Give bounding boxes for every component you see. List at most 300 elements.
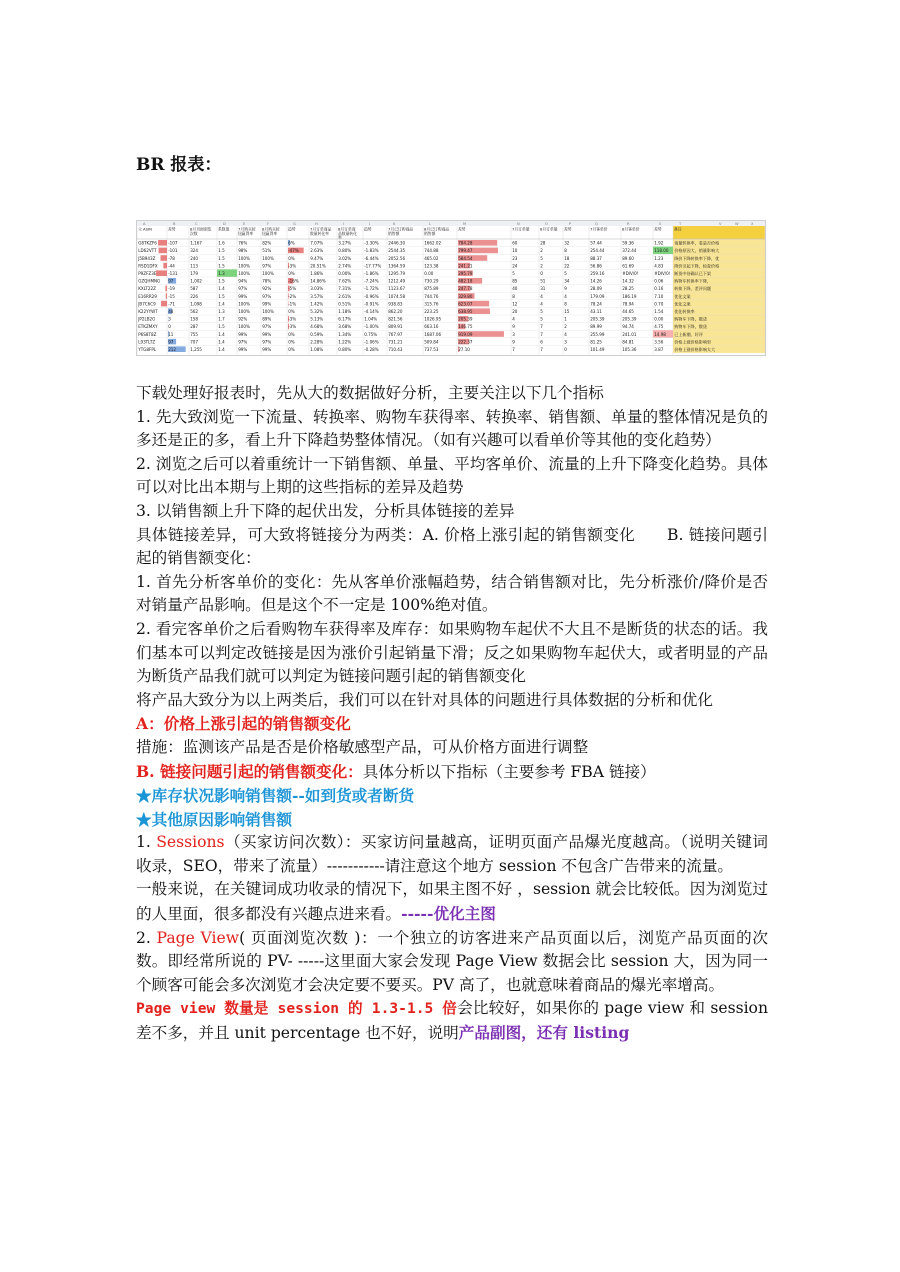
data-cell: 10 bbox=[512, 248, 518, 254]
header-cell: 钮赢得率 bbox=[238, 230, 254, 236]
data-cell: 23 bbox=[512, 255, 518, 261]
data-cell: 1.6 bbox=[218, 240, 225, 246]
data-cell: 转换下降，差评问题 bbox=[674, 286, 712, 292]
data-cell: 14.32 bbox=[622, 278, 634, 284]
data-cell: 8 bbox=[512, 293, 515, 299]
data-cell: 97% bbox=[262, 263, 272, 269]
header-cell: 销售额 bbox=[424, 230, 436, 236]
article-body bbox=[136, 382, 768, 1046]
data-cell: 价格上涨价格影响型 bbox=[674, 339, 712, 345]
data-cell: 1.5 bbox=[218, 263, 225, 269]
column-letter: L bbox=[429, 222, 432, 227]
column-letter: C bbox=[195, 222, 198, 227]
header-cell: 差势 bbox=[654, 226, 662, 232]
data-cell: -3% bbox=[288, 324, 297, 330]
data-cell: 755 bbox=[190, 331, 199, 337]
delta-databar bbox=[156, 270, 167, 276]
header-cell: 7月客单价 bbox=[590, 226, 608, 232]
data-cell: 113 bbox=[190, 263, 199, 269]
data-cell: -2% bbox=[288, 293, 297, 299]
data-cell: 11 bbox=[168, 331, 174, 337]
data-cell: -78 bbox=[168, 255, 175, 261]
data-cell: 14.26 bbox=[590, 278, 602, 284]
data-cell: 0.59% bbox=[310, 331, 324, 337]
analysis-1: 1. 首先分析客单价的变化：先从客单价涨幅趋势，结合销售额对比，先分析涨价/降价是否对销量产品影响。但是这个不一定是 100%绝对值。 bbox=[136, 572, 768, 615]
data-cell: 优化文案 bbox=[674, 301, 691, 307]
header-cell: 8月购买按 bbox=[262, 226, 280, 232]
column-letter: Q bbox=[595, 222, 598, 227]
data-cell: 4 bbox=[564, 293, 567, 299]
data-cell: 0.80% bbox=[338, 347, 352, 352]
data-cell: 78.94 bbox=[622, 301, 634, 307]
data-cell: -0.96% bbox=[364, 293, 379, 299]
data-cell: 1026.95 bbox=[424, 316, 442, 322]
data-cell: 优化转换率 bbox=[674, 309, 695, 314]
header-cell: 父 ASIN bbox=[138, 226, 152, 232]
data-cell: 94% bbox=[238, 278, 248, 284]
data-cell: 断货中待确认已下架 bbox=[674, 271, 712, 276]
data-cell: 2446.30 bbox=[388, 240, 406, 246]
data-cell: 7 bbox=[540, 324, 543, 330]
data-cell: 4 bbox=[512, 316, 515, 322]
data-cell: -6.44% bbox=[364, 255, 379, 261]
data-cell: 7 bbox=[540, 331, 543, 337]
spreadsheet-screenshot bbox=[136, 220, 766, 356]
delta-databar bbox=[163, 263, 167, 269]
data-cell: 97 bbox=[168, 278, 174, 284]
data-cell: -15 bbox=[168, 293, 175, 299]
header-cell: 8月已订购商品 bbox=[424, 226, 450, 232]
header-cell: 7月已订购商品 bbox=[388, 226, 414, 232]
data-cell: 6 bbox=[540, 339, 543, 345]
data-cell: 99% bbox=[262, 347, 272, 352]
data-cell: E16RR29 bbox=[138, 293, 157, 299]
data-cell: 1.3 bbox=[218, 309, 225, 314]
data-cell: 1364.59 bbox=[388, 263, 406, 269]
delta-databar bbox=[159, 248, 167, 254]
data-cell: 0 bbox=[564, 347, 567, 352]
data-cell: 0% bbox=[288, 255, 295, 261]
data-cell: 1.5 bbox=[218, 278, 225, 284]
data-cell: 241.21 bbox=[458, 263, 473, 269]
data-cell: 100% bbox=[238, 309, 250, 314]
data-cell: 2.63% bbox=[310, 248, 324, 254]
data-cell: 6.17% bbox=[338, 316, 352, 322]
data-cell: 179.09 bbox=[590, 293, 605, 299]
sessions-term: Sessions bbox=[156, 833, 225, 852]
data-cell: -17.77% bbox=[364, 263, 382, 269]
data-cell: 97% bbox=[262, 293, 272, 299]
header-cell: 率 bbox=[338, 235, 342, 240]
column-letter: G bbox=[293, 222, 296, 227]
pageview-tail: 产品副图，还有 listing bbox=[458, 1023, 630, 1043]
data-cell: 60 bbox=[512, 240, 518, 246]
header-cell: 备注 bbox=[674, 226, 682, 232]
data-cell: 0% bbox=[288, 309, 295, 314]
data-cell: 241.01 bbox=[622, 331, 637, 337]
data-cell: 4 bbox=[540, 293, 543, 299]
data-cell: 5 bbox=[564, 271, 567, 276]
data-cell: 5 bbox=[540, 316, 543, 322]
data-cell: 5.13% bbox=[310, 316, 324, 322]
column-letter: O bbox=[545, 222, 548, 227]
data-cell: 710.43 bbox=[388, 347, 403, 352]
header-row-background bbox=[137, 226, 765, 239]
data-cell: 100% bbox=[238, 263, 250, 269]
data-cell: -19 bbox=[168, 286, 175, 292]
data-cell: 3.87 bbox=[654, 347, 664, 352]
data-cell: 259.16 bbox=[590, 271, 605, 276]
column-letter: E bbox=[243, 222, 246, 227]
data-cell: 372.44 bbox=[622, 248, 637, 254]
data-cell: 已上新潮，好评 bbox=[674, 331, 703, 337]
data-cell: 315.76 bbox=[424, 301, 439, 307]
data-cell: 1687.06 bbox=[424, 331, 442, 337]
data-cell: 3 bbox=[512, 331, 515, 337]
data-cell: 1.4 bbox=[218, 347, 225, 352]
delta-databar bbox=[161, 301, 167, 307]
data-cell: 1,098 bbox=[190, 301, 202, 307]
data-cell: 1.42% bbox=[310, 301, 324, 307]
data-cell: -1.72% bbox=[364, 286, 379, 292]
column-letter: A bbox=[143, 222, 146, 227]
data-cell: 240 bbox=[190, 255, 199, 261]
data-cell: 3.68% bbox=[338, 324, 352, 330]
delta-databar bbox=[165, 286, 167, 292]
data-cell: -1.86% bbox=[364, 271, 379, 276]
data-cell: 0.51% bbox=[338, 301, 352, 307]
data-cell: 1,002 bbox=[190, 278, 202, 284]
header-cell: 销售额 bbox=[388, 230, 400, 236]
data-cell: 465.02 bbox=[424, 255, 439, 261]
header-cell: 差势 bbox=[564, 226, 572, 232]
intro-line: 下载处理好报表时，先从大的数据做好分析，主要关注以下几个指标 bbox=[136, 384, 604, 402]
data-cell: 4 bbox=[564, 331, 567, 337]
data-cell: -1.83% bbox=[364, 248, 379, 254]
data-cell: 663.16 bbox=[424, 324, 439, 330]
data-cell: 509.84 bbox=[424, 339, 439, 345]
column-letter: S bbox=[659, 222, 662, 227]
data-cell: L93TLTZ bbox=[138, 339, 156, 345]
data-cell: 247.78 bbox=[458, 286, 473, 292]
data-cell: -3% bbox=[288, 316, 297, 322]
data-cell: 1662.02 bbox=[424, 240, 442, 246]
data-cell: 43.11 bbox=[590, 309, 602, 314]
data-cell: 97% bbox=[262, 339, 272, 345]
data-cell: -3.30% bbox=[364, 240, 379, 246]
data-cell: 99% bbox=[238, 347, 248, 352]
column-letter: M bbox=[463, 222, 467, 227]
data-cell: 4.75 bbox=[654, 324, 664, 330]
data-cell: 744.76 bbox=[424, 293, 439, 299]
delta-databar bbox=[166, 293, 167, 299]
pageview-mid: 会比较好，如果你的 page view 和 session 差不多，并且 unit percentage 也不好，说明 bbox=[136, 999, 768, 1043]
data-cell: 0.06 bbox=[654, 278, 664, 284]
data-cell: 0.70 bbox=[654, 301, 664, 307]
data-cell: 0.75% bbox=[364, 331, 378, 337]
data-cell: 2 bbox=[540, 263, 543, 269]
header-cell: 差势 bbox=[168, 226, 176, 232]
data-cell: 105.36 bbox=[622, 347, 637, 352]
data-cell: #DIV/0! bbox=[654, 271, 671, 276]
data-cell: 7.31% bbox=[338, 286, 352, 292]
data-cell: 5 bbox=[512, 271, 515, 276]
data-cell: 56.86 bbox=[590, 263, 602, 269]
data-cell: 1.92 bbox=[654, 240, 664, 246]
data-cell: 6% bbox=[288, 240, 295, 246]
header-cell: 系数值 bbox=[218, 226, 230, 232]
data-cell: 1.5 bbox=[218, 324, 225, 330]
data-cell: 329.80 bbox=[458, 293, 473, 299]
data-cell: 57.44 bbox=[590, 240, 602, 246]
data-cell: 2.28% bbox=[310, 339, 324, 345]
data-cell: 212 bbox=[168, 347, 177, 352]
data-cell: 0% bbox=[288, 339, 295, 345]
data-cell: 1,167 bbox=[190, 240, 202, 246]
header-cell: 钮赢得率 bbox=[262, 230, 278, 236]
data-cell: -101 bbox=[168, 248, 178, 254]
data-cell: 28 bbox=[540, 240, 546, 246]
data-cell: 3.27% bbox=[338, 240, 352, 246]
data-cell: 9 bbox=[512, 339, 515, 345]
data-cell: 638.95 bbox=[458, 309, 473, 314]
data-cell: 205.39 bbox=[458, 316, 473, 322]
data-cell: J5B943Z bbox=[138, 255, 156, 261]
data-cell: 7 bbox=[512, 347, 515, 352]
data-cell: -44 bbox=[168, 263, 175, 269]
sessions-para-2 bbox=[136, 878, 768, 926]
column-letter: I bbox=[343, 222, 345, 227]
data-cell: 744.88 bbox=[424, 248, 439, 254]
remark-header-highlight bbox=[673, 226, 765, 239]
data-cell: 482.18 bbox=[458, 278, 473, 284]
data-cell: 0.00% bbox=[338, 271, 352, 276]
data-cell: 9 bbox=[512, 324, 515, 330]
data-cell: 707 bbox=[190, 339, 199, 345]
data-cell: 99% bbox=[262, 331, 272, 337]
data-cell: 4.68% bbox=[310, 324, 324, 330]
data-cell: 购物车转换率下降， bbox=[674, 278, 712, 284]
data-cell: 938.83 bbox=[388, 301, 403, 307]
data-cell: 32 bbox=[564, 240, 570, 246]
data-cell: 158 bbox=[190, 316, 199, 322]
data-cell: 1123.67 bbox=[388, 286, 406, 292]
data-cell: 12 bbox=[512, 301, 518, 307]
data-cell: G8TKZF6 bbox=[138, 240, 157, 246]
header-cell: 品数量转化 bbox=[338, 230, 357, 236]
data-cell: 89% bbox=[262, 316, 272, 322]
column-letter: X bbox=[751, 222, 754, 227]
data-cell: -0.28% bbox=[364, 347, 379, 352]
data-cell: 优化文案 bbox=[674, 293, 691, 299]
point-1: 1. 先大致浏览一下流量、转换率、购物车获得率、转换率、销售额、单量的整体情况是负的多还是正的多，看上升下降趋势整体情况。（如有兴趣可以看单价等其他的变化趋势） bbox=[136, 407, 768, 450]
data-cell: -7.24% bbox=[364, 278, 379, 284]
data-cell: 100% bbox=[238, 301, 250, 307]
data-cell: 1,255 bbox=[190, 347, 202, 352]
data-cell: 92% bbox=[238, 316, 248, 322]
data-cell: K22YYWT bbox=[138, 309, 158, 314]
data-cell: 99% bbox=[262, 301, 272, 307]
data-cell: 1212.49 bbox=[388, 278, 406, 284]
sessions-num: 1. bbox=[136, 833, 157, 852]
data-cell: -71 bbox=[168, 301, 175, 307]
sessions-para2-tail: -----优化主图 bbox=[401, 904, 496, 924]
data-cell: 7 bbox=[540, 347, 543, 352]
data-cell: 205.39 bbox=[590, 316, 605, 322]
data-cell: 919.09 bbox=[458, 331, 473, 337]
header-cell: 8月订单量 bbox=[540, 226, 558, 232]
data-cell: 7.62% bbox=[338, 278, 352, 284]
data-cell: 799.47 bbox=[458, 248, 473, 254]
data-cell: 100% bbox=[238, 271, 250, 276]
data-cell: 1.34% bbox=[338, 331, 352, 337]
header-cell: 8月页面浏览 bbox=[190, 226, 212, 232]
data-cell: 20 bbox=[512, 309, 518, 314]
data-cell: 84.81 bbox=[622, 339, 634, 345]
data-cell: -47% bbox=[288, 248, 299, 254]
data-cell: 98% bbox=[238, 248, 248, 254]
data-cell: 1.7 bbox=[218, 316, 225, 322]
delta-databar bbox=[158, 240, 167, 246]
data-cell: -1.06% bbox=[364, 339, 379, 345]
data-cell: 562 bbox=[190, 309, 199, 314]
data-cell: 4.83 bbox=[654, 263, 664, 269]
data-cell: 22 bbox=[564, 263, 570, 269]
analysis-2: 2. 看完客单价之后看购物车获得率及库存：如果购物车起伏不大且不是断货的状态的话。我们基本可以判定改链接是因为涨价引起销量下滑；反之如果购物车起伏大，或者明显的产品为断货产品我们就可以判定为链接问题引起的销售额变化 bbox=[136, 619, 768, 686]
data-cell: #DIV/0! bbox=[622, 271, 639, 276]
data-cell: 40 bbox=[512, 286, 518, 292]
data-cell: 94.74 bbox=[622, 324, 634, 330]
data-cell: 254.44 bbox=[590, 248, 605, 254]
column-letter: B bbox=[173, 222, 176, 227]
data-cell: 205.39 bbox=[622, 316, 637, 322]
header-cell: 趋势 bbox=[364, 226, 372, 232]
data-cell: 821.56 bbox=[388, 316, 403, 322]
data-cell: 18 bbox=[564, 255, 570, 261]
data-cell: 587 bbox=[190, 286, 199, 292]
data-cell: 730.29 bbox=[424, 278, 439, 284]
data-cell: 1.3 bbox=[218, 271, 225, 276]
point-2: 2. 浏览之后可以着重统计一下销售额、单量、平均客单价、流量的上升下降变化趋势。具体可以对比出本期与上期的这些指标的差异及趋势 bbox=[136, 454, 768, 497]
header-cell: 7月订单商品 bbox=[310, 226, 332, 232]
data-cell: 222.37 bbox=[458, 339, 473, 345]
data-cell: 97% bbox=[238, 339, 248, 345]
data-cell: 2 bbox=[540, 248, 543, 254]
star-other: ★其他原因影响销售额 bbox=[136, 809, 292, 829]
data-cell: -107 bbox=[168, 240, 178, 246]
data-cell: 0.00 bbox=[424, 271, 434, 276]
data-cell: 2.74% bbox=[338, 263, 352, 269]
column-letter: P bbox=[569, 222, 572, 227]
data-cell: 100% bbox=[262, 309, 274, 314]
data-cell: 1.23 bbox=[654, 255, 664, 261]
data-cell: 89.99 bbox=[590, 324, 602, 330]
section-b-title: B. 链接问题引起的销售额变化： bbox=[136, 761, 363, 781]
data-cell: 3.56 bbox=[654, 339, 664, 345]
pageview-term: Page View bbox=[156, 928, 240, 947]
section-b-rest: 具体分析以下指标（主要参考 FBA 链接） bbox=[362, 762, 656, 781]
data-cell: 3.02% bbox=[338, 255, 352, 261]
data-cell: 81.25 bbox=[590, 339, 602, 345]
data-cell: 101.49 bbox=[590, 347, 605, 352]
data-cell: RSD1DFX bbox=[138, 263, 158, 269]
data-cell: 99% bbox=[238, 331, 248, 337]
header-cell: 8月客单价 bbox=[622, 226, 640, 232]
data-cell: 48 bbox=[168, 309, 174, 314]
data-cell: 7.10 bbox=[654, 293, 664, 299]
sessions-para bbox=[136, 831, 768, 878]
data-cell: P9ZFZ3E bbox=[138, 271, 157, 276]
data-cell: 100% bbox=[262, 271, 274, 276]
data-cell: -4.14% bbox=[364, 309, 379, 314]
data-cell: 0.80% bbox=[338, 248, 352, 254]
data-cell: 27.10 bbox=[458, 347, 470, 352]
data-cell: 123.38 bbox=[424, 263, 439, 269]
data-cell: 14.98 bbox=[654, 331, 666, 337]
data-cell: 24 bbox=[512, 263, 518, 269]
data-cell: 44.65 bbox=[622, 309, 634, 314]
header-cell: 数量转化率 bbox=[310, 230, 329, 236]
data-cell: 1.08% bbox=[310, 347, 324, 352]
data-cell: 862.20 bbox=[388, 309, 403, 314]
data-cell: 0.00 bbox=[654, 316, 664, 322]
data-cell: 3.03% bbox=[310, 286, 324, 292]
data-cell: 1.5 bbox=[218, 293, 225, 299]
sessions-para2-text: 一般来说，在关键词成功收录的情况下，如果主图不好 ，session 就会比较低。因为浏览过的人里面，很多都没有兴趣点进来看。 bbox=[136, 880, 768, 924]
column-letter: F bbox=[267, 222, 270, 227]
pageview-ratio: Page view 数量是 session 的 1.3-1.5 倍 bbox=[136, 1000, 458, 1018]
data-cell: 1.04% bbox=[364, 316, 378, 322]
column-letter: K bbox=[393, 222, 396, 227]
page-heading: BR 报表： bbox=[136, 155, 222, 175]
data-cell: 76% bbox=[238, 240, 248, 246]
data-cell: 51 bbox=[540, 278, 546, 284]
data-cell: 购物车下降，散货 bbox=[674, 316, 707, 322]
data-cell: 295.79 bbox=[458, 271, 473, 276]
data-cell: LD62VTT bbox=[138, 248, 157, 254]
data-cell: 89.60 bbox=[622, 255, 634, 261]
data-cell: 4 bbox=[540, 301, 543, 307]
data-cell: 767.97 bbox=[388, 331, 403, 337]
data-cell: P6S8T8Z bbox=[138, 331, 157, 337]
data-cell: 购物车下降，散货 bbox=[674, 324, 707, 330]
data-cell: 99% bbox=[238, 293, 248, 299]
data-cell: 59.36 bbox=[622, 240, 634, 246]
data-cell: 降价引起下降，检查价格 bbox=[674, 263, 720, 269]
data-cell: 9 bbox=[564, 286, 567, 292]
data-cell: 78.24 bbox=[590, 301, 602, 307]
data-cell: 5.32% bbox=[310, 309, 324, 314]
data-cell: 0 bbox=[168, 324, 171, 330]
data-cell: 34 bbox=[564, 278, 570, 284]
data-cell: 价格原因大，销量影响大 bbox=[674, 248, 720, 254]
data-cell: 5 bbox=[540, 309, 543, 314]
column-letter: R bbox=[627, 222, 630, 227]
data-cell: KXLT22Z bbox=[138, 286, 156, 292]
data-cell: 降价下降转换率下降，优 bbox=[674, 255, 720, 261]
data-cell: 3 bbox=[168, 316, 171, 322]
section-a-title: A：价格上涨引起的销售额变化 bbox=[136, 714, 351, 734]
column-letter: V bbox=[719, 222, 722, 227]
header-cell: 趋势 bbox=[288, 226, 296, 232]
data-cell: 92% bbox=[262, 286, 272, 292]
data-cell: 2544.35 bbox=[388, 248, 406, 254]
pageview-text: ( 页面浏览次数 )：一个独立的访客进来产品页面以后，浏览产品页面的次数。即经常所说的 PV- -----这里面大家会发现 Page View 数据会比 session 大，因为同一个顾客可能会多次浏览才会决定要不要买。PV 高了，也就意味着商品的爆光率增高。 bbox=[136, 928, 768, 994]
data-cell: 1.22% bbox=[338, 339, 352, 345]
header-cell: 7月购买按 bbox=[238, 226, 256, 232]
data-cell: 255.99 bbox=[590, 331, 605, 337]
data-cell: 146.75 bbox=[458, 324, 473, 330]
